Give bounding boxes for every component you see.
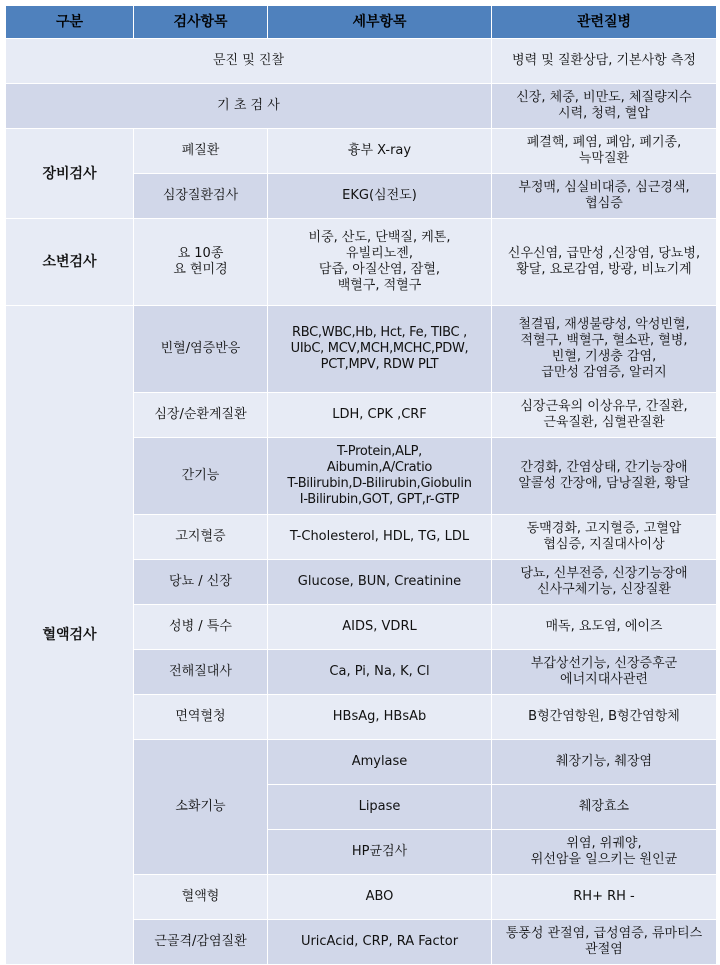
- detail-cell: RBC,WBC,Hb, Hct, Fe, TIBC , UIbC, MCV,MCH,MCHC,PDW, PCT,MPV, RDW PLT: [268, 306, 492, 393]
- item-cell: 소화기능: [134, 740, 268, 875]
- disease-cell: 신우신염, 급만성 ,신장염, 당뇨병, 황달, 요로감염, 방광, 비뇨기계: [492, 219, 717, 306]
- item-cell: 당뇨 / 신장: [134, 560, 268, 605]
- medical-checkup-table: [5, 5, 717, 965]
- merged-cell: 기 초 검 사: [6, 84, 492, 129]
- detail-cell: T-Cholesterol, HDL, TG, LDL: [268, 515, 492, 560]
- disease-cell: 신장, 체중, 비만도, 체질량지수 시력, 청력, 혈압: [492, 84, 717, 129]
- detail-cell: EKG(심전도): [268, 174, 492, 219]
- item-cell: 전해질대사: [134, 650, 268, 695]
- disease-cell: 췌장기능, 췌장염: [492, 740, 717, 785]
- detail-cell: ABO: [268, 875, 492, 920]
- disease-cell: 췌장효소: [492, 785, 717, 830]
- category-urine: 소변검사: [6, 219, 134, 306]
- item-cell: 요 10종 요 현미경: [134, 219, 268, 306]
- disease-cell: 매독, 요도염, 에이즈: [492, 605, 717, 650]
- disease-cell: B형간염항원, B형간염항체: [492, 695, 717, 740]
- disease-cell: 부정맥, 심실비대증, 심근경색, 협심증: [492, 174, 717, 219]
- item-cell: 성병 / 특수: [134, 605, 268, 650]
- disease-cell: 폐결핵, 폐염, 폐암, 폐기종, 늑막질환: [492, 129, 717, 174]
- detail-cell: HP균검사: [268, 830, 492, 875]
- detail-cell: Ca, Pi, Na, K, Cl: [268, 650, 492, 695]
- disease-cell: 간경화, 간염상태, 간기능장애 알콜성 간장애, 담낭질환, 황달: [492, 438, 717, 515]
- item-cell: 고지혈증: [134, 515, 268, 560]
- item-cell: 혈액형: [134, 875, 268, 920]
- detail-cell: Lipase: [268, 785, 492, 830]
- header-detail: 세부항목: [268, 6, 492, 39]
- item-cell: 빈혈/염증반응: [134, 306, 268, 393]
- category-blood: 혈액검사: [6, 306, 134, 965]
- detail-cell: 비중, 산도, 단백질, 케톤, 유빌리노젠, 담즙, 아질산염, 잠혈, 백혈구, 적혈구: [268, 219, 492, 306]
- detail-cell: Amylase: [268, 740, 492, 785]
- disease-cell: RH+ RH -: [492, 875, 717, 920]
- disease-cell: 위염, 위궤양, 위선암을 일으키는 원인균: [492, 830, 717, 875]
- category-equipment: 장비검사: [6, 129, 134, 219]
- detail-cell: HBsAg, HBsAb: [268, 695, 492, 740]
- detail-cell: 흉부 X-ray: [268, 129, 492, 174]
- item-cell: 근골격/감염질환: [134, 920, 268, 965]
- item-cell: 면역혈청: [134, 695, 268, 740]
- table-row: [6, 306, 717, 393]
- disease-cell: 병력 및 질환상담, 기본사항 측정: [492, 39, 717, 84]
- disease-cell: 통풍성 관절염, 급성염증, 류마티스 관절염: [492, 920, 717, 965]
- table-row: [6, 84, 717, 129]
- header-disease: 관련질병: [492, 6, 717, 39]
- detail-cell: T-Protein,ALP, Aibumin,A/Cratio T-Bilirubin,D-Bilirubin,Giobulin I-Bilirubin,GOT, GPT,r-GTP: [268, 438, 492, 515]
- detail-cell: AIDS, VDRL: [268, 605, 492, 650]
- header-row: [6, 6, 717, 39]
- detail-cell: Glucose, BUN, Creatinine: [268, 560, 492, 605]
- header-test-item: 검사항목: [134, 6, 268, 39]
- merged-cell: 문진 및 진찰: [6, 39, 492, 84]
- disease-cell: 철결핍, 재생불량성, 악성빈혈, 적혈구, 백혈구, 혈소판, 혈병, 빈혈, 기생충 감염, 급만성 감염증, 알러지: [492, 306, 717, 393]
- table-row: [6, 39, 717, 84]
- disease-cell: 부갑상선기능, 신장증후군 에너지대사관련: [492, 650, 717, 695]
- disease-cell: 당뇨, 신부전증, 신장기능장애 신사구체기능, 신장질환: [492, 560, 717, 605]
- header-category: 구분: [6, 6, 134, 39]
- table-row: [6, 129, 717, 174]
- item-cell: 심장/순환계질환: [134, 393, 268, 438]
- detail-cell: UricAcid, CRP, RA Factor: [268, 920, 492, 965]
- disease-cell: 심장근육의 이상유무, 간질환, 근육질환, 심혈관질환: [492, 393, 717, 438]
- table-row: [6, 219, 717, 306]
- item-cell: 심장질환검사: [134, 174, 268, 219]
- detail-cell: LDH, CPK ,CRF: [268, 393, 492, 438]
- item-cell: 폐질환: [134, 129, 268, 174]
- disease-cell: 동맥경화, 고지혈증, 고혈압 협심증, 지질대사이상: [492, 515, 717, 560]
- item-cell: 간기능: [134, 438, 268, 515]
